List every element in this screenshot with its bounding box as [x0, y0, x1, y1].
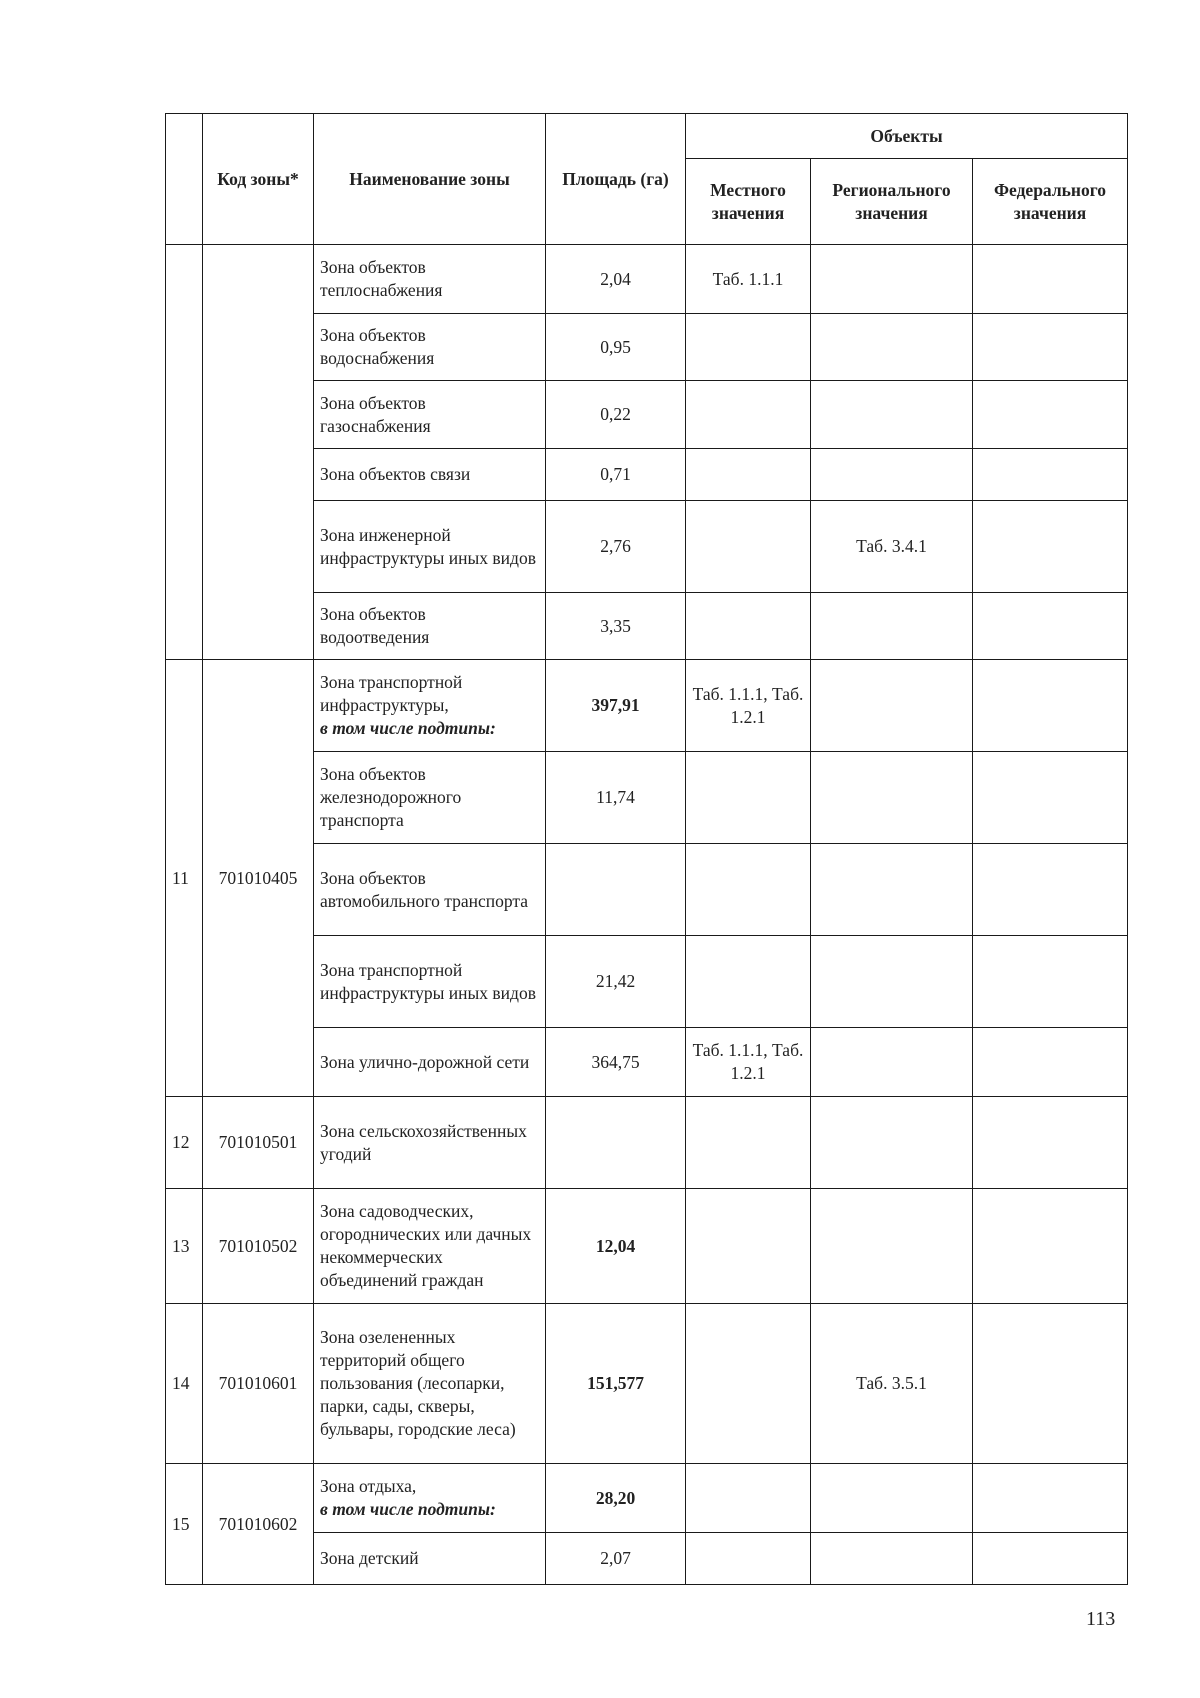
- zone-area: 3,35: [546, 593, 686, 660]
- zone-local: [686, 1533, 811, 1585]
- zone-area: 364,75: [546, 1028, 686, 1097]
- zone-name: Зона объектов газоснабжения: [314, 381, 546, 449]
- zone-name: Зона объектов железнодорожного транспорта: [314, 752, 546, 844]
- zone-local: [686, 1304, 811, 1464]
- zone-area: [546, 1097, 686, 1189]
- zone-local: [686, 449, 811, 501]
- zone-name: Зона объектов автомобильного транспорта: [314, 844, 546, 936]
- zone-regional: [811, 1097, 973, 1189]
- table-row: [166, 1464, 1128, 1533]
- header-local: Местного значения: [686, 159, 811, 245]
- zone-regional: [811, 381, 973, 449]
- zone-name: Зона инженерной инфраструктуры иных видов: [314, 501, 546, 593]
- zone-local: Таб. 1.1.1, Таб. 1.2.1: [686, 660, 811, 752]
- zone-regional: [811, 660, 973, 752]
- zone-name-text: Зона отдыха,: [320, 1476, 417, 1496]
- zone-area: [546, 844, 686, 936]
- zone-name: Зона объектов водоотведения: [314, 593, 546, 660]
- zone-area: 2,04: [546, 245, 686, 314]
- row-number: 13: [166, 1189, 203, 1304]
- zone-regional: [811, 936, 973, 1028]
- zone-federal: [973, 752, 1128, 844]
- zone-name: Зона улично-дорожной сети: [314, 1028, 546, 1097]
- zone-name: Зона транспортной инфраструктуры иных видов: [314, 936, 546, 1028]
- zone-regional: [811, 1464, 973, 1533]
- header-code: Код зоны*: [203, 114, 314, 245]
- zone-local: Таб. 1.1.1: [686, 245, 811, 314]
- page-number: 113: [1086, 1608, 1116, 1630]
- zone-area: 12,04: [546, 1189, 686, 1304]
- zone-regional: Таб. 3.5.1: [811, 1304, 973, 1464]
- table-row: [166, 1304, 1128, 1464]
- zone-name: [314, 660, 546, 752]
- zone-regional: [811, 449, 973, 501]
- header-regional: Регионального значения: [811, 159, 973, 245]
- table-row: [166, 1097, 1128, 1189]
- zone-code: 701010602: [203, 1464, 314, 1585]
- zone-local: Таб. 1.1.1, Таб. 1.2.1: [686, 1028, 811, 1097]
- zone-code: 701010502: [203, 1189, 314, 1304]
- zone-regional: [811, 844, 973, 936]
- zone-federal: [973, 936, 1128, 1028]
- zone-area: 0,22: [546, 381, 686, 449]
- zone-area: 11,74: [546, 752, 686, 844]
- zone-regional: [811, 1189, 973, 1304]
- zone-federal: [973, 1097, 1128, 1189]
- zone-name: Зона детский: [314, 1533, 546, 1585]
- header-name: Наименование зоны: [314, 114, 546, 245]
- row-number: 11: [166, 660, 203, 1097]
- zone-regional: [811, 1533, 973, 1585]
- row-number: 15: [166, 1464, 203, 1585]
- zone-regional: Таб. 3.4.1: [811, 501, 973, 593]
- zone-federal: [973, 501, 1128, 593]
- zone-area: 2,76: [546, 501, 686, 593]
- row-number: 14: [166, 1304, 203, 1464]
- zone-local: [686, 752, 811, 844]
- zone-area: 397,91: [546, 660, 686, 752]
- table-row: [166, 1189, 1128, 1304]
- zone-regional: [811, 752, 973, 844]
- zone-federal: [973, 1189, 1128, 1304]
- zone-area: 151,577: [546, 1304, 686, 1464]
- zone-name: Зона озелененных территорий общего пользования (лесопарки, парки, сады, скверы, бульвары, городские леса): [314, 1304, 546, 1464]
- row-code-cell: [203, 245, 314, 660]
- zone-area: 0,95: [546, 314, 686, 381]
- zone-regional: [811, 314, 973, 381]
- zone-name: Зона объектов теплоснабжения: [314, 245, 546, 314]
- zone-local: [686, 381, 811, 449]
- subtypes-note: в том числе подтипы:: [320, 718, 496, 738]
- zone-local: [686, 1097, 811, 1189]
- zone-local: [686, 501, 811, 593]
- zone-regional: [811, 593, 973, 660]
- header-federal: Федерального значения: [973, 159, 1128, 245]
- zone-code: 701010501: [203, 1097, 314, 1189]
- zone-local: [686, 314, 811, 381]
- row-number: 12: [166, 1097, 203, 1189]
- zone-federal: [973, 314, 1128, 381]
- zone-name-text: Зона транспортной инфраструктуры,: [320, 672, 463, 715]
- header-objects: Объекты: [686, 114, 1128, 159]
- zone-federal: [973, 1028, 1128, 1097]
- zone-federal: [973, 381, 1128, 449]
- zone-local: [686, 936, 811, 1028]
- zone-name: Зона садоводческих, огороднических или дачных некоммерческих объединений граждан: [314, 1189, 546, 1304]
- zone-federal: [973, 660, 1128, 752]
- table-row: [166, 245, 1128, 314]
- zone-local: [686, 593, 811, 660]
- header-area: Площадь (га): [546, 114, 686, 245]
- zone-federal: [973, 1304, 1128, 1464]
- table-row: [166, 660, 1128, 752]
- zone-federal: [973, 1464, 1128, 1533]
- zone-code: 701010405: [203, 660, 314, 1097]
- zone-local: [686, 844, 811, 936]
- zone-area: 21,42: [546, 936, 686, 1028]
- header-row: [166, 114, 1128, 159]
- zone-name: Зона сельскохозяйственных угодий: [314, 1097, 546, 1189]
- zone-federal: [973, 593, 1128, 660]
- zone-federal: [973, 1533, 1128, 1585]
- zone-federal: [973, 844, 1128, 936]
- zone-federal: [973, 245, 1128, 314]
- zone-area: 0,71: [546, 449, 686, 501]
- zone-name: [314, 1464, 546, 1533]
- zone-code: 701010601: [203, 1304, 314, 1464]
- zone-regional: [811, 245, 973, 314]
- subtypes-note: в том числе подтипы:: [320, 1499, 496, 1519]
- row-number-cell: [166, 245, 203, 660]
- zone-local: [686, 1464, 811, 1533]
- zone-name: Зона объектов водоснабжения: [314, 314, 546, 381]
- zones-table: [165, 113, 1128, 1585]
- header-number: [166, 114, 203, 245]
- zone-area: 2,07: [546, 1533, 686, 1585]
- zone-regional: [811, 1028, 973, 1097]
- zone-area: 28,20: [546, 1464, 686, 1533]
- zone-federal: [973, 449, 1128, 501]
- zone-local: [686, 1189, 811, 1304]
- zone-name: Зона объектов связи: [314, 449, 546, 501]
